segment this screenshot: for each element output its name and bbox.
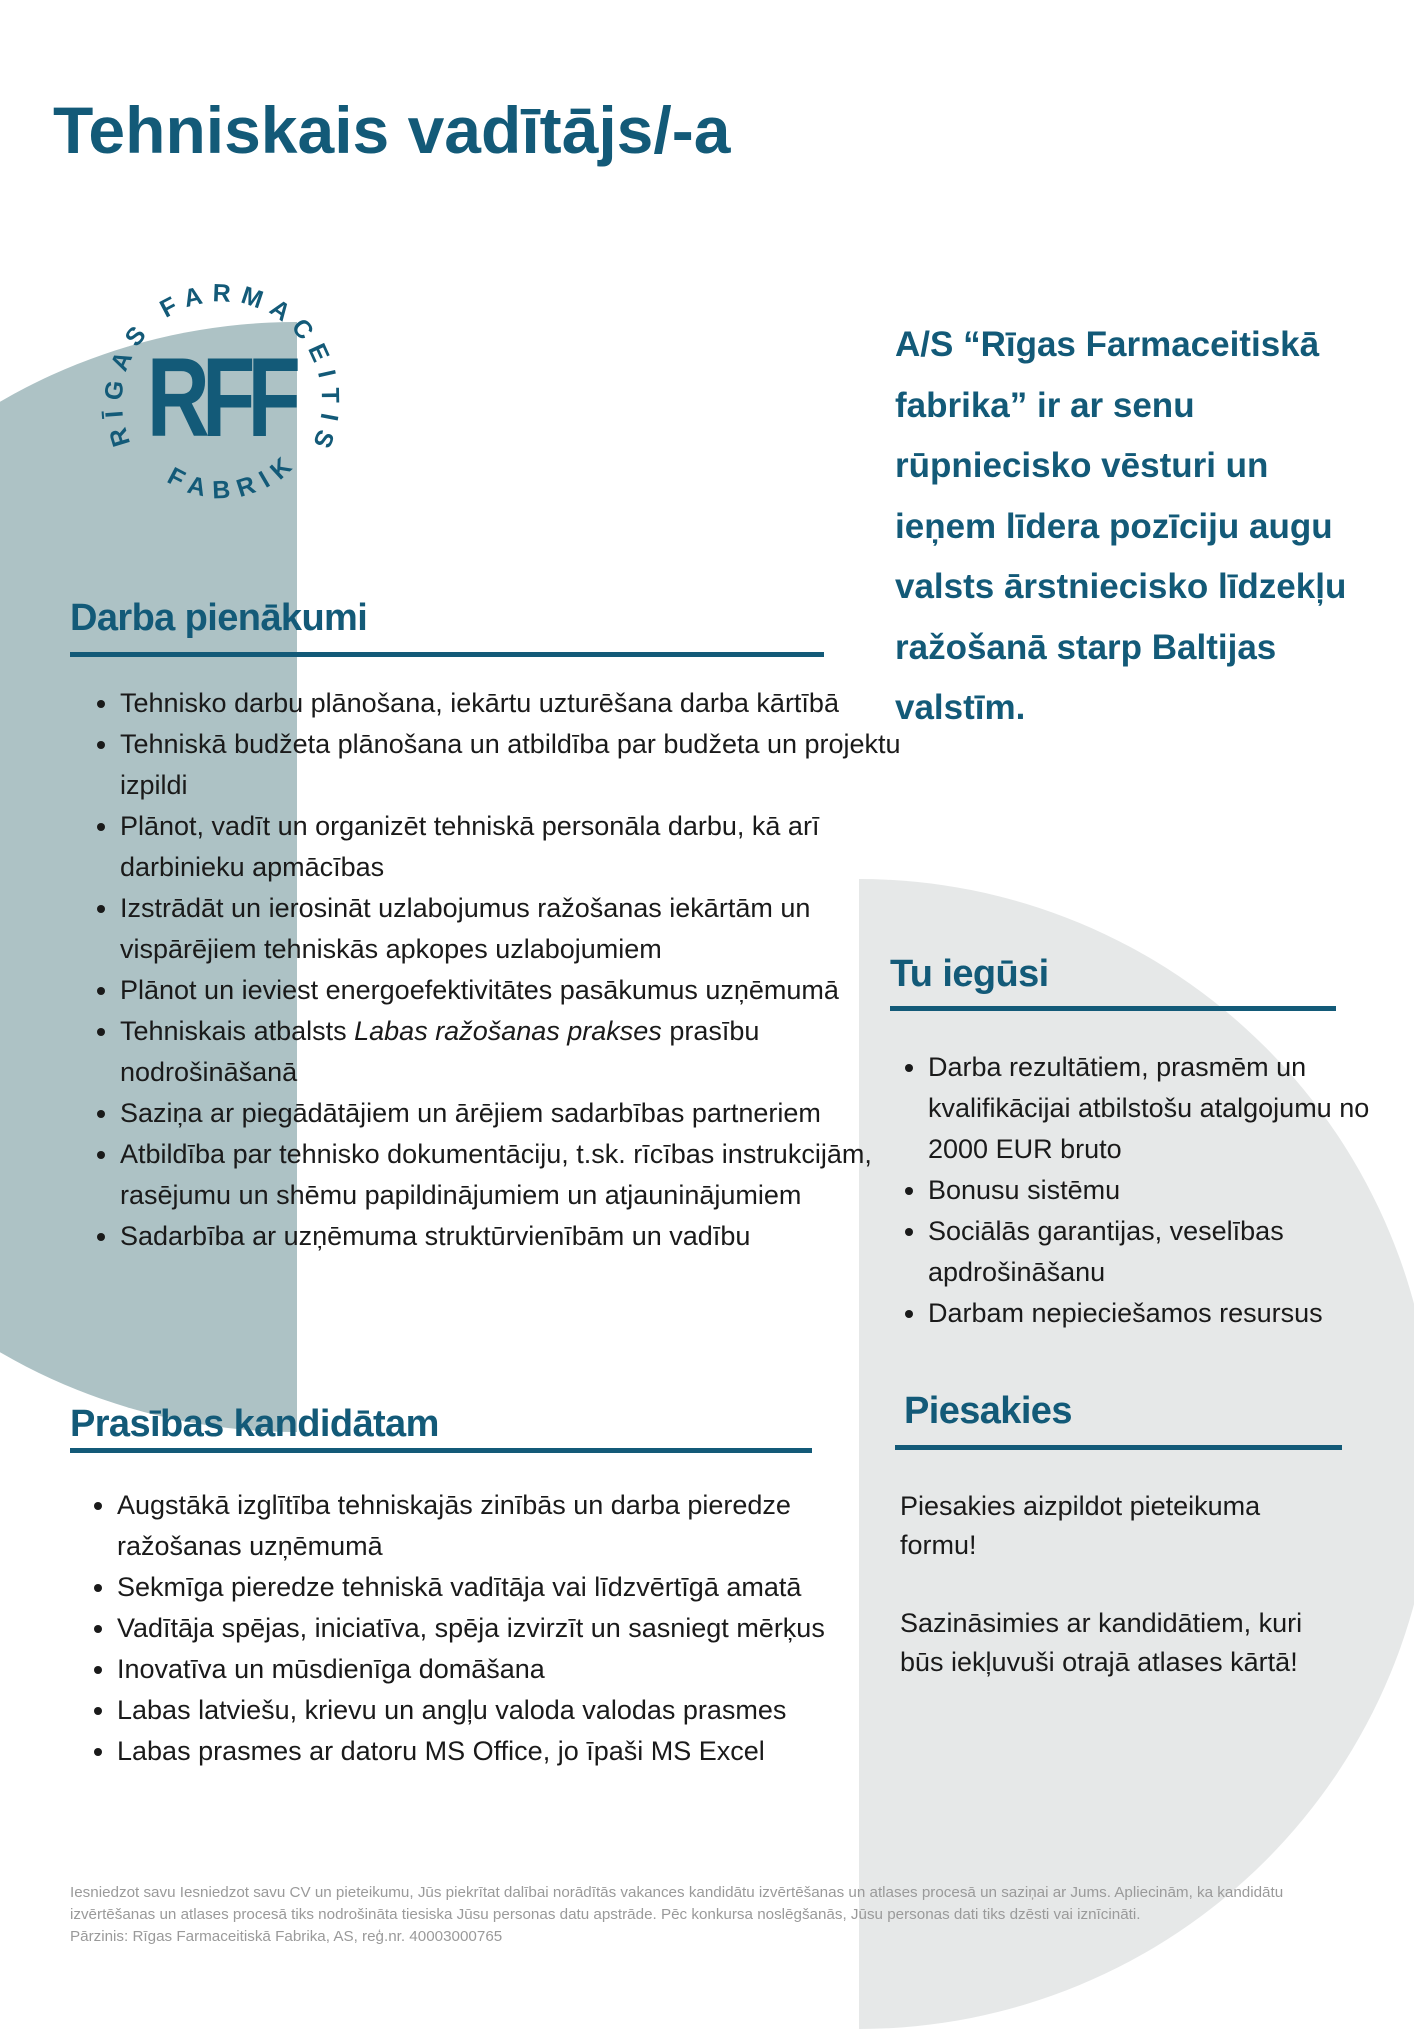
logo-ring-text-top: RĪGAS FARMACEITIS — [99, 279, 345, 461]
privacy-disclaimer — [70, 1882, 1350, 1948]
list-item: • Labas latviešu, krievu un angļu valoda valodas prasmes — [117, 1690, 907, 1731]
list-item: • Inovatīva un mūsdienīga domāšana — [117, 1649, 907, 1690]
list-item: • Darba rezultātiem, prasmēm un kvalifikācijai atbilstošu atalgojumu no 2000 EUR bruto — [928, 1047, 1414, 1170]
requirements-list — [67, 1485, 907, 1772]
duties-divider — [70, 652, 824, 657]
benefits-heading: Tu iegūsi — [890, 953, 1049, 995]
data-controller: Pārzinis: Rīgas Farmaceitiskā Fabrika, AS, reģ.nr. 40003000765 — [70, 1928, 503, 1945]
list-item: • Sociālās garantijas, veselības apdrošināšanu — [928, 1211, 1414, 1293]
benefits-list — [878, 1047, 1414, 1334]
apply-contact-note: Sazināsimies ar kandidātiem, kuri būs iekļuvuši otrajā atlases kārtā! — [900, 1608, 1303, 1677]
list-item: • Plānot, vadīt un organizēt tehniskā personāla darbu, kā arī darbinieku apmācības — [120, 806, 915, 888]
company-logo — [92, 268, 352, 528]
requirements-divider — [70, 1448, 812, 1453]
list-item: • Saziņa ar piegādātājiem un ārējiem sadarbības partneriem — [120, 1093, 915, 1134]
apply-divider — [895, 1445, 1342, 1450]
duties-list — [70, 683, 915, 1257]
list-item: • Augstākā izglītība tehniskajās zinībās un darba pieredze ražošanas uzņēmumā — [117, 1485, 907, 1567]
logo-monogram: RFF — [146, 335, 294, 461]
list-item: • Sekmīga pieredze tehniskā vadītāja vai līdzvērtīgā amatā — [117, 1567, 907, 1608]
list-item: • Darbam nepieciešamos resursus — [928, 1293, 1414, 1334]
apply-heading: Piesakies — [904, 1390, 1072, 1432]
list-item: • Atbildība par tehnisko dokumentāciju, t.sk. rīcības instrukcijām, rasējumu un shēmu papildinājumiem un atjauninājumiem — [120, 1134, 915, 1216]
list-item: • Bonusu sistēmu — [928, 1170, 1414, 1211]
duties-heading: Darba pienākumi — [70, 597, 368, 639]
benefits-divider — [890, 1006, 1336, 1011]
privacy-notice: Iesniedzot savu Iesniedzot savu CV un pieteikumu, Jūs piekrītat dalībai norādītās vakances kandidātu izvērtēšanas un atlases procesā un saziņai ar Jums. Apliecinām, ka kandidātu izvērtēšanas un atlases procesā tiks nodrošināta tiesiska Jūsu personas datu apstrāde. Pēc konkursa noslēgšanās, Jūsu personas dati tiks dzēsti vai iznīcināti. — [70, 1884, 1284, 1923]
company-intro: A/S “Rīgas Farmaceitiskā fabrika” ir ar senu rūpniecisko vēsturi un ieņem līdera pozīciju augu valsts ārstniecisko līdzekļu ražošanā starp Baltijas valstīm. — [895, 325, 1347, 727]
list-item: • Sadarbība ar uzņēmuma struktūrvienībām un vadību — [120, 1216, 915, 1257]
page-title: Tehniskais vadītājs/-a — [53, 93, 731, 167]
requirements-heading: Prasības kandidātam — [70, 1403, 439, 1445]
apply-instruction: Piesakies aizpildot pieteikuma formu! — [900, 1491, 1261, 1560]
logo-ring-text-bottom: FABRIK — [162, 446, 304, 505]
list-item: • Plānot un ieviest energoefektivitātes pasākumus uzņēmumā — [120, 970, 915, 1011]
list-item: • Tehniskā budžeta plānošana un atbildība par budžeta un projektu izpildi — [120, 724, 915, 806]
list-item: • Tehnisko darbu plānošana, iekārtu uzturēšana darba kārtībā — [120, 683, 915, 724]
list-item: • Izstrādāt un ierosināt uzlabojumus ražošanas iekārtām un vispārējiem tehniskās apkopes uzlabojumiem — [120, 888, 915, 970]
list-item: • Vadītāja spējas, iniciatīva, spēja izvirzīt un sasniegt mērķus — [117, 1608, 907, 1649]
list-item: • Tehniskais atbalsts Labas ražošanas prakses prasību nodrošināšanā — [120, 1011, 915, 1093]
list-item: • Labas prasmes ar datoru MS Office, jo īpaši MS Excel — [117, 1731, 907, 1772]
